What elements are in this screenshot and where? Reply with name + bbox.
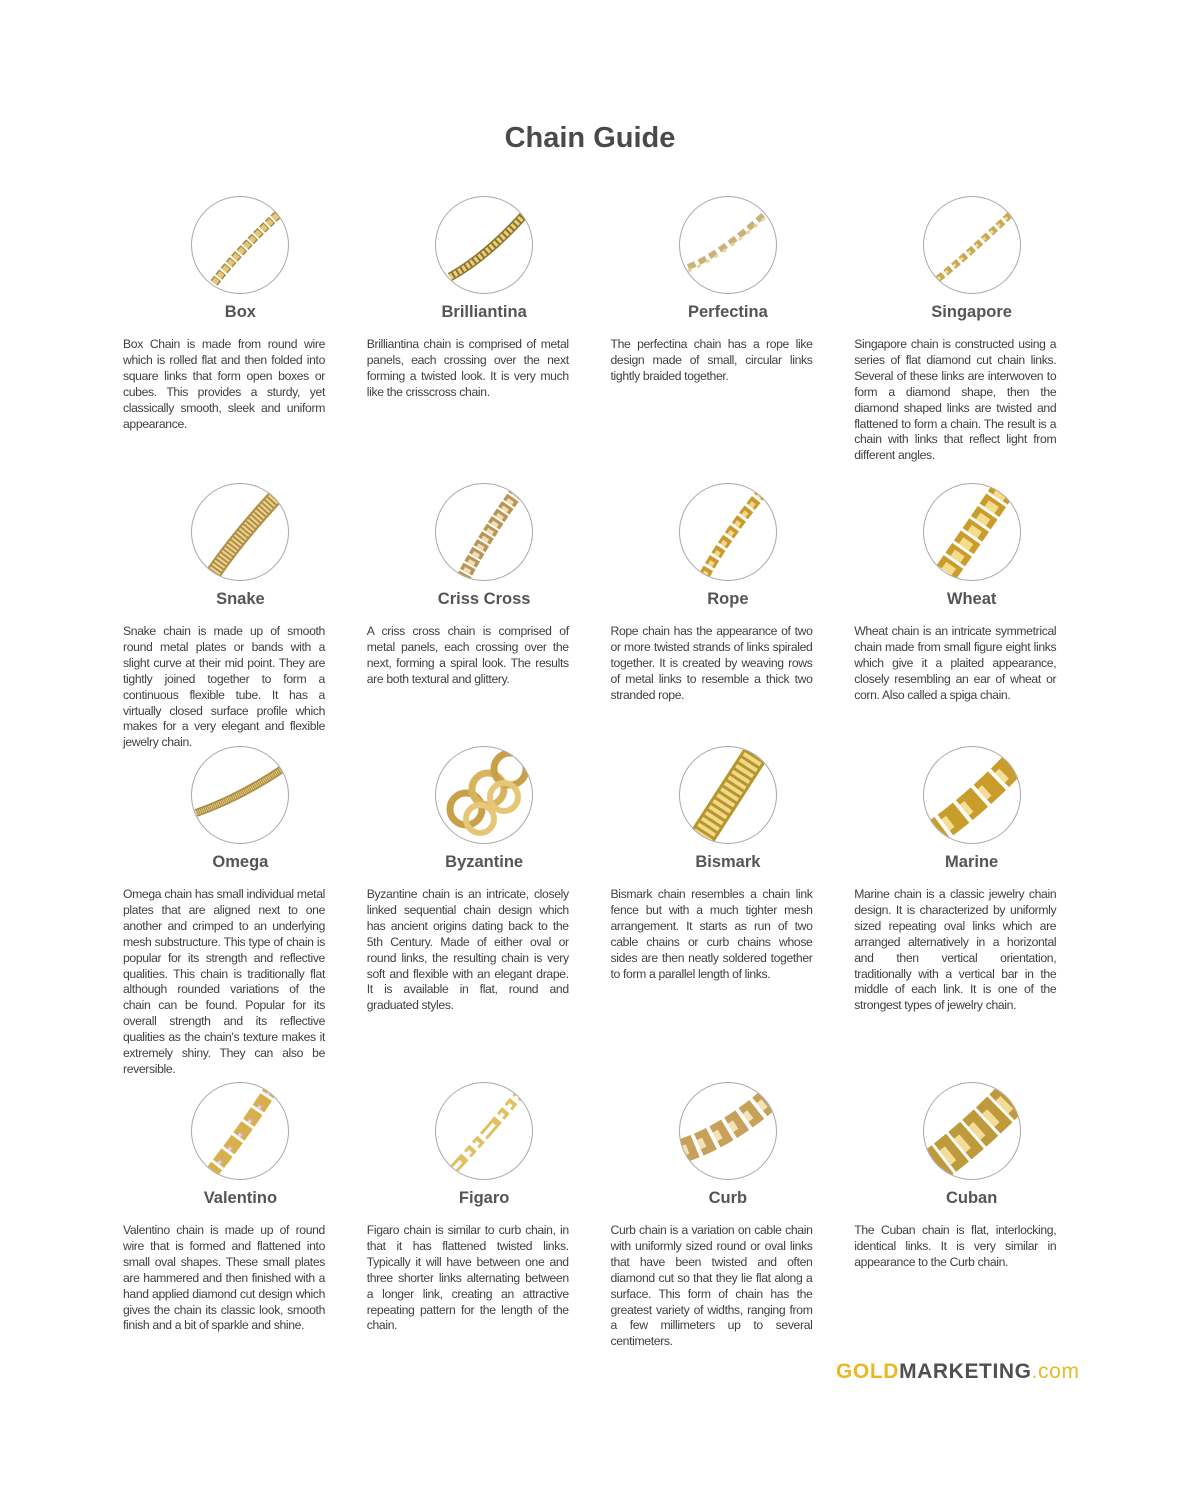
chain-name: Brilliantina — [441, 303, 527, 321]
perfectina-chain-icon — [679, 196, 777, 294]
criss-cross-chain-icon — [435, 483, 533, 581]
chain-description: Byzantine chain is an intricate, closely linked sequential chain design which has ancient origins dating back to the 5th Century. Made of either oval or round links, the resulting chain is very soft and flexible with an elegant drape. It is available in flat, round and graduated styles. — [366, 887, 569, 1013]
snake-chain-icon — [191, 483, 289, 581]
chain-description: Box Chain is made from round wire which is rolled flat and then folded into square links that form open boxes or cubes. This provides a sturdy, yet classically smooth, sleek and uniform appearance. — [123, 337, 325, 431]
chain-name: Byzantine — [445, 853, 524, 871]
chain-card-marine — [849, 746, 1093, 1082]
chain-card-bismark — [606, 746, 850, 1082]
chain-name: Criss Cross — [437, 590, 531, 608]
chain-row — [118, 196, 1093, 483]
chain-card-cuban — [849, 1082, 1093, 1362]
chain-card-rope — [606, 483, 850, 746]
chain-description: Bismark chain resembles a chain link fence but with a much tighter mesh arrangement. It starts as run of two cable chains or curb chains whose sides are then neatly soldered together to form a parallel length of links. — [610, 887, 813, 981]
brilliantina-chain-icon — [435, 196, 533, 294]
cuban-chain-icon — [923, 1082, 1021, 1180]
chain-description: Omega chain has small individual metal plates that are aligned next to one another and crimped to an underlying mesh substructure. This type of chain is popular for its strength and reflective qualities. This chain is traditionally flat although rounded variations of the chain can be found. Popular for its overall strength and its reflective qualities as the chain's texture makes it extremely shiny. They can also be reversible. — [123, 887, 325, 1076]
chain-name: Omega — [212, 853, 269, 871]
chain-card-figaro — [362, 1082, 606, 1362]
chain-card-curb — [606, 1082, 850, 1362]
chain-card-valentino — [118, 1082, 362, 1362]
chain-name: Curb — [708, 1189, 748, 1207]
chain-name: Box — [224, 303, 256, 321]
chain-card-brilliantina — [362, 196, 606, 483]
wheat-chain-icon — [923, 483, 1021, 581]
bismark-chain-icon — [679, 746, 777, 844]
chain-description: Marine chain is a classic jewelry chain design. It is characterized by uniformly sized repeating oval links which are arranged alternatively in a horizontal and then vertical orientation, traditionally with a vertical bar in the middle of each link. It is one of the strongest types of jewelry chain. — [854, 887, 1057, 1013]
chain-card-omega — [118, 746, 362, 1082]
chain-name: Rope — [707, 590, 749, 608]
chain-description: Curb chain is a variation on cable chain with uniformly sized round or oval links that have been twisted and often diamond cut so that they lie flat along a surface. This form of chain has the greatest variety of widths, ranging from a few millimeters up to several centimeters. — [610, 1223, 813, 1349]
chain-description: Brilliantina chain is comprised of metal panels, each crossing over the next forming a twisted look. It is very much like the crisscross chain. — [366, 337, 569, 399]
chain-row — [118, 1082, 1093, 1362]
chain-name: Marine — [945, 853, 999, 871]
marine-chain-icon — [923, 746, 1021, 844]
chain-name: Snake — [216, 590, 265, 608]
chain-description: Rope chain has the appearance of two or more twisted strands of links spiraled together. It is created by weaving rows of metal links to resemble a thick two stranded rope. — [610, 624, 813, 702]
brand-marketing-text: MARKETING — [899, 1360, 1032, 1383]
chain-card-snake — [118, 483, 362, 750]
curb-chain-icon — [679, 1082, 777, 1180]
chain-description: The Cuban chain is flat, interlocking, identical links. It is very similar in appearance to the Curb chain. — [854, 1223, 1057, 1269]
brand-logo — [836, 1360, 1080, 1384]
brand-gold-text: GOLD — [836, 1360, 900, 1383]
box-chain-icon — [191, 196, 289, 294]
chain-description: Snake chain is made up of smooth round metal plates or bands with a slight curve at their mid point. They are tightly joined together to form a continuous flexible tube. It has a virtually closed surface profile which makes for a very elegant and flexible jewelry chain. — [123, 624, 325, 750]
chain-description: Figaro chain is similar to curb chain, in that it has flattened twisted links. Typically it will have between one and three shorter links alternating between a longer link, creating an attractive repeating pattern for the length of the chain. — [366, 1223, 569, 1333]
chain-description: The perfectina chain has a rope like design made of small, circular links tightly braided together. — [610, 337, 813, 383]
chain-name: Wheat — [946, 590, 997, 608]
chain-name: Figaro — [458, 1189, 510, 1207]
chain-description: Singapore chain is constructed using a series of flat diamond cut chain links. Several of these links are interwoven to form a diamond shape, then the diamond shaped links are twisted and flattened to form a chain. The result is a chain with links that reflect light from different angles. — [854, 337, 1057, 463]
chain-grid — [118, 196, 1093, 1362]
chain-row — [118, 746, 1093, 1082]
byzantine-chain-icon — [435, 746, 533, 844]
chain-card-byzantine — [362, 746, 606, 1082]
chain-name: Valentino — [203, 1189, 278, 1207]
chain-description: Wheat chain is an intricate symmetrical chain made from small figure eight links which give it a plaited appearance, closely resembling an ear of wheat or corn. Also called a spiga chain. — [854, 624, 1057, 702]
chain-card-box — [118, 196, 362, 483]
chain-row — [118, 483, 1093, 750]
chain-card-criss-cross — [362, 483, 606, 746]
chain-name: Bismark — [695, 853, 761, 871]
page-title: Chain Guide — [504, 122, 676, 154]
chain-card-perfectina — [606, 196, 850, 483]
chain-description: A criss cross chain is comprised of metal panels, each crossing over the next, forming a spiral look. The results are both textural and glittery. — [366, 624, 569, 686]
chain-name: Cuban — [945, 1189, 998, 1207]
chain-description: Valentino chain is made up of round wire that is formed and flattened into small oval shapes. These small plates are hammered and then finished with a hand applied diamond cut design which gives the chain its classic look, smooth finish and a bit of sparkle and shine. — [123, 1223, 325, 1333]
chain-card-singapore — [849, 196, 1093, 483]
chain-card-wheat — [849, 483, 1093, 746]
chain-name: Singapore — [931, 303, 1012, 321]
valentino-chain-icon — [191, 1082, 289, 1180]
chain-name: Perfectina — [687, 303, 768, 321]
singapore-chain-icon — [923, 196, 1021, 294]
brand-dotcom-text: .com — [1031, 1360, 1080, 1383]
figaro-chain-icon — [435, 1082, 533, 1180]
omega-chain-icon — [191, 746, 289, 844]
rope-chain-icon — [679, 483, 777, 581]
